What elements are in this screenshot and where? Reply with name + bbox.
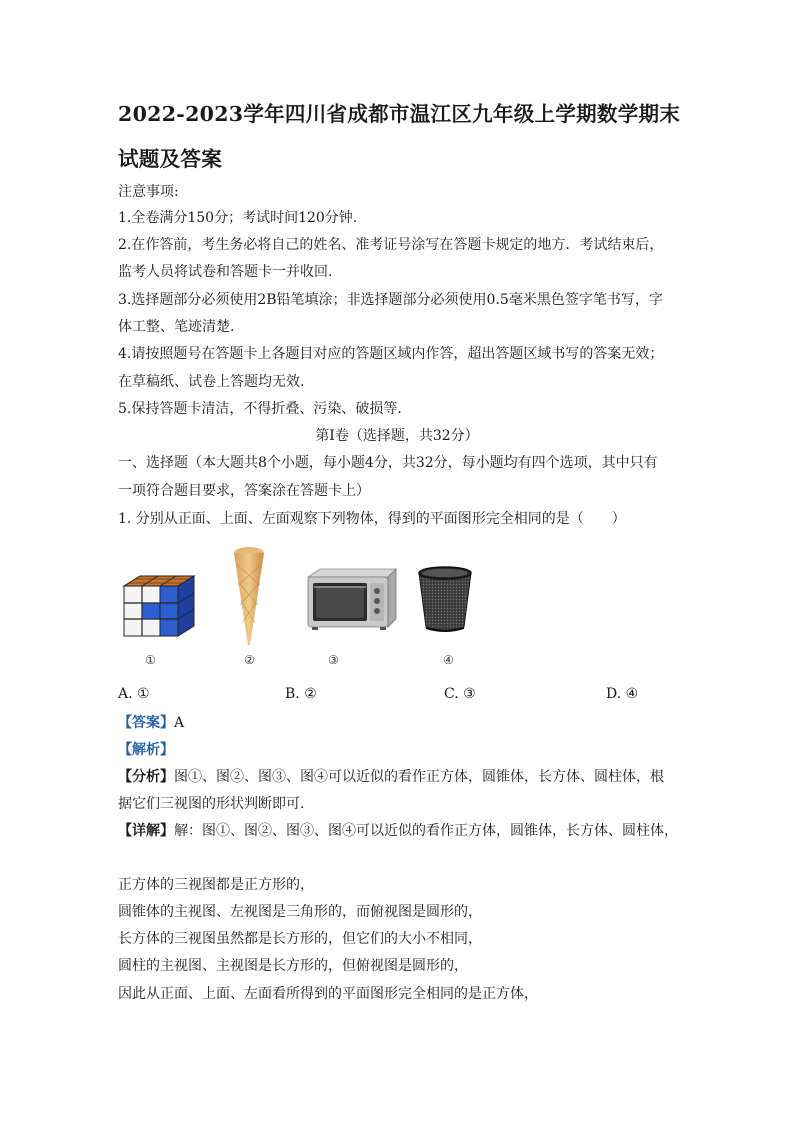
toaster-oven-icon — [302, 567, 400, 631]
notes-heading: 注意事项: — [118, 184, 179, 200]
detail-tag: 【详解】 — [118, 823, 174, 839]
answer-value: A — [174, 715, 185, 731]
detail-line: 圆柱的主视图、主视图是长方形的，但俯视图是圆形的， — [118, 958, 468, 974]
notes-item: 5.保持答题卡清洁，不得折叠、污染、破损等. — [118, 401, 402, 417]
notes-item: 4.请按照题号在答题卡上各题目对应的答题区域内作答，超出答题区域书写的答案无效； — [118, 346, 664, 362]
question-1-figures — [118, 545, 498, 670]
wastebasket-icon — [416, 565, 474, 635]
notes-item: 体工整、笔迹清楚. — [118, 319, 235, 335]
section-intro-line-1: 一、选择题（本大题共8个小题，每小题4分，共32分，每小题均有四个选项，其中只有 — [118, 455, 658, 471]
option-letter: A. — [118, 686, 133, 702]
figure-label: ④ — [443, 653, 454, 667]
answer-line — [118, 712, 184, 732]
exam-title-line-1: 2022-2023学年四川省成都市温江区九年级上学期数学期末 — [118, 102, 681, 126]
section-intro-line-2: 一项符合题目要求，答案涂在答题卡上） — [118, 483, 370, 499]
figure-label: ① — [145, 653, 156, 667]
notes-item: 3.选择题部分必须使用2B铅笔填涂；非选择题部分必须使用0.5毫米黑色签字笔书写，字 — [118, 292, 663, 308]
figure-label: ③ — [328, 653, 339, 667]
detail-line-1 — [118, 820, 678, 840]
option-d — [606, 686, 638, 702]
section-heading: 第Ⅰ卷（选择题，共32分） — [315, 428, 479, 444]
fenxi-tag: 【分析】 — [118, 769, 174, 785]
option-b — [285, 686, 317, 702]
detail-line: 正方体的三视图都是正方形的， — [118, 877, 314, 893]
answer-tag: 【答案】 — [118, 715, 174, 731]
option-text: ① — [137, 686, 150, 702]
exam-title-line-2: 试题及答案 — [118, 147, 222, 171]
option-a — [118, 686, 150, 702]
notes-item: 2.在作答前，考生务必将自己的姓名、准考证号涂写在答题卡规定的地方．考试结束后， — [118, 237, 664, 253]
option-c — [444, 686, 476, 702]
rubiks-cube-icon — [120, 574, 196, 638]
detail-line: 圆锥体的主视图、左视图是三角形的，而俯视图是圆形的， — [118, 904, 482, 920]
notes-item: 在草稿纸、试卷上答题均无效. — [118, 374, 305, 390]
ice-cream-cone-icon — [232, 545, 266, 647]
figure-label: ② — [244, 653, 255, 667]
option-letter: D. — [606, 686, 622, 702]
fenxi-line-1 — [118, 766, 664, 786]
option-text: ③ — [463, 686, 476, 702]
notes-item: 1.全卷满分150分；考试时间120分钟. — [118, 210, 358, 226]
option-letter: C. — [444, 686, 459, 702]
option-letter: B. — [285, 686, 300, 702]
detail-text: 解：图①、图②、图③、图④可以近似的看作正方体，圆锥体，长方体、圆柱体， — [174, 823, 678, 839]
analysis-line — [118, 739, 174, 759]
detail-line: 长方体的三视图虽然都是长方形的，但它们的大小不相同， — [118, 931, 482, 947]
question-1-stem: 1. 分别从正面、上面、左面观察下列物体，得到的平面图形完全相同的是（ ） — [118, 511, 626, 527]
detail-line: 因此从正面、上面、左面看所得到的平面图形完全相同的是正方体， — [118, 986, 538, 1002]
option-text: ② — [304, 686, 317, 702]
notes-item: 监考人员将试卷和答题卡一并收回. — [118, 264, 333, 280]
fenxi-line-2: 据它们三视图的形状判断即可. — [118, 796, 305, 812]
option-text: ④ — [625, 686, 639, 702]
analysis-tag: 【解析】 — [118, 742, 174, 758]
fenxi-text: 图①、图②、图③、图④可以近似的看作正方体，圆锥体，长方体、圆柱体，根 — [174, 769, 664, 785]
